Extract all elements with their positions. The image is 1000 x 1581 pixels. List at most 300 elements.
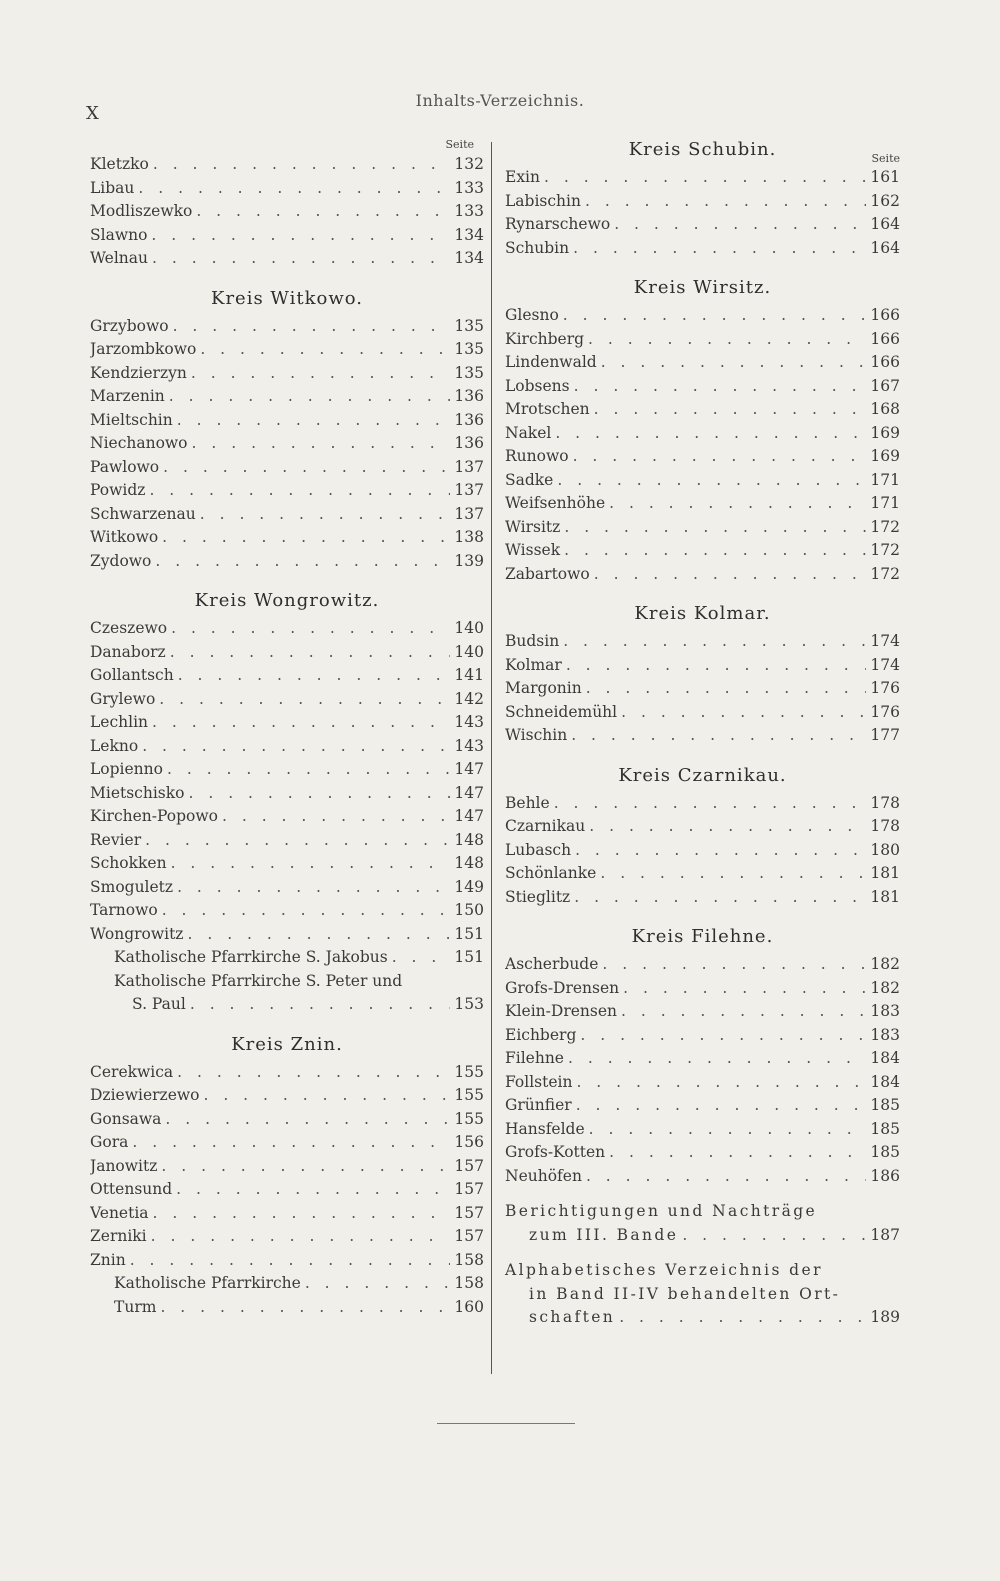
toc-entry[interactable] (505, 977, 900, 1001)
entry-name: Eichberg (505, 1025, 577, 1044)
dot-leader (559, 630, 866, 654)
entry-page: 169 (870, 447, 900, 465)
entry-name: Klein-Drensen (505, 1002, 617, 1020)
dot-leader (570, 886, 866, 910)
entry-page: 133 (454, 178, 484, 197)
toc-entry[interactable] (90, 805, 484, 829)
dot-leader (572, 1094, 867, 1118)
dot-leader (550, 792, 867, 816)
toc-entry[interactable] (505, 1141, 900, 1165)
entry-name: Sadke (505, 470, 554, 489)
dot-leader (186, 993, 451, 1017)
toc-entry[interactable] (505, 1094, 900, 1118)
toc-entry[interactable] (90, 829, 484, 853)
toc-entry[interactable] (90, 946, 484, 970)
dot-leader (582, 1165, 866, 1189)
toc-entry[interactable] (90, 456, 484, 480)
entry-page: 174 (870, 632, 900, 650)
toc-entry[interactable] (90, 923, 484, 947)
entry-page: 153 (454, 995, 484, 1013)
entry-page: 166 (870, 353, 900, 371)
dot-leader (141, 829, 450, 853)
entry-page: 184 (870, 1049, 900, 1067)
toc-entry[interactable] (90, 1155, 484, 1179)
entry-name: zum III. Bande (529, 1225, 679, 1244)
dot-leader (167, 617, 450, 641)
entry-name: Dziewierzewo (90, 1086, 200, 1104)
running-header: Inhalts-Verzeichnis. (415, 91, 585, 110)
dot-leader (388, 946, 451, 970)
dot-leader (585, 1118, 867, 1142)
entry-page: 172 (870, 564, 900, 583)
dot-leader (562, 654, 867, 678)
dot-leader (617, 701, 866, 725)
entry-page: 136 (454, 410, 484, 429)
entry-page: 133 (454, 202, 484, 220)
toc-entry[interactable] (505, 1118, 900, 1142)
entry-name: Schokken (90, 854, 167, 872)
toc-entry[interactable] (90, 852, 484, 876)
entry-page: 143 (454, 736, 484, 755)
entry-page: 162 (870, 191, 900, 210)
toc-entry[interactable] (90, 1178, 484, 1202)
left-column (90, 136, 484, 1319)
dot-leader (619, 977, 866, 1001)
section-heading: Kreis Znin. (231, 1033, 343, 1055)
entry-name: Schneidemühl (505, 702, 618, 721)
toc-entry[interactable] (505, 1306, 900, 1330)
entry-page: 157 (454, 1156, 484, 1175)
verzeichnis-entry[interactable] (505, 1259, 900, 1330)
entry-page: 158 (454, 1250, 484, 1269)
toc-entry[interactable] (90, 993, 484, 1017)
entry-page: 136 (454, 434, 484, 452)
entry-name: Wissek (505, 541, 561, 559)
dot-leader (576, 1024, 866, 1048)
entry-name: Kletzko (90, 155, 149, 173)
entry-page: 155 (454, 1086, 484, 1104)
entry-name: Stieglitz (505, 887, 571, 906)
dot-leader (581, 190, 866, 214)
entry-name: Gonsawa (90, 1109, 162, 1128)
toc-entry[interactable] (90, 247, 484, 271)
dot-leader (169, 315, 451, 339)
entry-name: Welnau (90, 249, 149, 267)
dot-leader (598, 953, 866, 977)
entry-name: Kirchen-Popowo (90, 807, 218, 825)
toc-entry[interactable] (505, 445, 900, 469)
entry-name: Lubasch (505, 840, 572, 859)
dot-leader (585, 815, 866, 839)
entry-page: 184 (870, 1072, 900, 1091)
toc-entry[interactable] (505, 213, 900, 237)
entry-name: Venetia (90, 1203, 149, 1222)
entry-name: Slawno (90, 225, 148, 244)
entry-page: 176 (870, 702, 900, 721)
toc-entry[interactable] (505, 1224, 900, 1248)
toc-entry[interactable] (505, 1024, 900, 1048)
toc-entry[interactable] (90, 688, 484, 712)
entry-page: 169 (870, 423, 900, 442)
entry-name: Schubin (505, 238, 570, 257)
entry-page: 166 (870, 306, 900, 324)
toc-entry[interactable] (505, 1071, 900, 1095)
entry-name: Jarzombkowo (90, 340, 197, 358)
entry-page: 178 (870, 817, 900, 835)
dot-leader (540, 166, 866, 190)
entry-name: Modliszewko (90, 202, 193, 220)
entry-page: 136 (454, 387, 484, 405)
toc-entry[interactable] (505, 862, 900, 886)
entry-page: 151 (454, 948, 484, 966)
entry-name: Zerniki (90, 1227, 147, 1245)
berichtigungen-entry[interactable] (505, 1200, 900, 1247)
dot-leader (610, 213, 866, 237)
dot-leader (138, 735, 450, 759)
entry-name: Grylewo (90, 689, 156, 708)
dot-leader (165, 385, 451, 409)
section-witkowo (90, 285, 484, 574)
dot-leader (173, 409, 451, 433)
entry-name: Danaborz (90, 642, 166, 661)
dot-leader (149, 153, 451, 177)
dot-leader (187, 362, 451, 386)
toc-entry[interactable] (90, 899, 484, 923)
entry-page: 147 (454, 760, 484, 778)
toc-entry[interactable] (505, 328, 900, 352)
entry-page: 183 (870, 1002, 900, 1020)
toc-entry[interactable] (90, 409, 484, 433)
entry-name: Smoguletz (90, 877, 174, 896)
dot-leader (157, 1155, 450, 1179)
dot-leader (567, 724, 866, 748)
dot-leader (156, 1296, 450, 1320)
entry-name: Glesno (505, 306, 559, 324)
toc-entry[interactable] (90, 641, 484, 665)
section-heading: Kreis Filehne. (631, 926, 774, 947)
entry-name: Zabartowo (505, 564, 590, 583)
toc-entry[interactable] (90, 1084, 484, 1108)
entry-page: 147 (454, 783, 484, 802)
entry-page: 157 (454, 1203, 484, 1222)
dot-leader (605, 492, 866, 516)
toc-entry[interactable] (90, 315, 484, 339)
entry-name: Margonin (505, 679, 582, 697)
toc-entry[interactable] (505, 304, 900, 328)
toc-entry[interactable] (90, 1225, 484, 1249)
dot-leader (126, 1249, 451, 1273)
section-heading: Kreis Witkowo. (211, 287, 363, 309)
entry-page: 158 (454, 1274, 484, 1292)
entry-name: Wongrowitz (90, 924, 184, 943)
toc-entry[interactable] (505, 237, 900, 261)
entry-name: Lopienno (90, 760, 163, 778)
dot-leader (560, 516, 866, 540)
entry-name: Kendzierzyn (90, 363, 187, 382)
toc-entry[interactable] (505, 839, 900, 863)
entry-page: 166 (870, 329, 900, 348)
entry-name: Czarnikau (505, 817, 586, 835)
toc-entry[interactable] (90, 153, 484, 177)
section-heading: Kreis Wirsitz. (633, 277, 772, 298)
entry-name: Schönlanke (505, 864, 597, 882)
toc-entry[interactable] (90, 758, 484, 782)
dot-leader (199, 1084, 450, 1108)
entry-page: 150 (454, 901, 484, 919)
entry-name: Grzybowo (90, 316, 169, 335)
toc-entry[interactable] (505, 166, 900, 190)
dot-leader (173, 1061, 450, 1085)
dot-leader (569, 237, 866, 261)
toc-entry[interactable] (505, 422, 900, 446)
entry-name: Pawlowo (90, 457, 160, 476)
toc-entry[interactable] (505, 815, 900, 839)
entry-page: 160 (454, 1297, 484, 1316)
toc-entry[interactable] (90, 200, 484, 224)
toc-entry[interactable] (505, 398, 900, 422)
dot-leader (148, 711, 450, 735)
entry-page: 156 (454, 1133, 484, 1151)
entry-page: 157 (454, 1227, 484, 1245)
top-entries (90, 153, 484, 271)
entry-page: 174 (870, 655, 900, 674)
entry-name: schaften (529, 1308, 616, 1326)
toc-entry[interactable] (90, 503, 484, 527)
section-heading: Kreis Czarnikau. (618, 764, 787, 786)
entry-name: Grünfier (505, 1096, 572, 1114)
toc-entry[interactable] (90, 711, 484, 735)
entry-page: 147 (454, 807, 484, 825)
toc-entry[interactable] (90, 1061, 484, 1085)
entry-page: 155 (454, 1062, 484, 1081)
entry-name: Grofs-Kotten (505, 1143, 606, 1161)
entry-page: 157 (454, 1180, 484, 1198)
toc-entry[interactable] (505, 953, 900, 977)
entry-page: 164 (870, 238, 900, 257)
dot-leader (167, 852, 451, 876)
toc-entry[interactable] (505, 1047, 900, 1071)
toc-entry[interactable] (90, 550, 484, 574)
section-heading: Kreis Schubin. (628, 139, 777, 160)
toc-entry[interactable] (505, 677, 900, 701)
toc-entry[interactable] (505, 792, 900, 816)
entry-name: Mietschisko (90, 783, 185, 802)
toc-entry[interactable] (505, 630, 900, 654)
toc-entry[interactable] (90, 338, 484, 362)
toc-entry[interactable] (90, 526, 484, 550)
section-heading: Kreis Wongrowitz. (194, 590, 380, 611)
entry-name: Mrotschen (505, 400, 590, 418)
entry-name: Hansfelde (505, 1119, 585, 1138)
section-schubin (505, 136, 900, 260)
dot-leader (192, 200, 450, 224)
column-divider (491, 142, 492, 1374)
toc-entry[interactable] (505, 1000, 900, 1024)
entry-name: Gora (90, 1133, 129, 1151)
seite-label-right: Seite (871, 152, 900, 165)
dot-leader (163, 758, 450, 782)
entry-page: 141 (454, 666, 484, 684)
toc-entry[interactable] (90, 1272, 484, 1296)
entry-name: Weifsenhöhe (505, 494, 606, 512)
dot-leader (571, 839, 866, 863)
dot-leader (159, 456, 450, 480)
entry-page: 137 (454, 504, 484, 523)
entry-name: Czeszewo (90, 619, 168, 637)
toc-entry[interactable] (90, 1131, 484, 1155)
entry-name: Schwarzenau (90, 504, 196, 523)
entry-name: Gollantsch (90, 666, 174, 684)
entry-page: 140 (454, 642, 484, 661)
section-wongrowitz (90, 587, 484, 1017)
toc-entry[interactable] (90, 362, 484, 386)
toc-entry[interactable] (90, 1249, 484, 1273)
entry-name: Behle (505, 793, 550, 812)
entry-name: Neuhöfen (505, 1166, 582, 1185)
section-wirsitz (505, 274, 900, 586)
entry-page: 135 (454, 340, 484, 358)
entry-page: 172 (870, 541, 900, 559)
entry-page: 142 (454, 689, 484, 708)
entry-name: Lindenwald (505, 353, 597, 371)
entry-page: 148 (454, 830, 484, 849)
entry-page: 134 (454, 249, 484, 267)
section-heading: Kreis Kolmar. (634, 603, 771, 624)
entry-name: Exin (505, 168, 540, 186)
entry-page: 171 (870, 494, 900, 512)
toc-entry[interactable] (90, 876, 484, 900)
toc-entry[interactable] (90, 617, 484, 641)
entry-page: 151 (454, 924, 484, 943)
page-number: X (86, 103, 100, 124)
entry-page: 178 (870, 793, 900, 812)
entry-name: Filehne (505, 1049, 564, 1067)
entry-page: 183 (870, 1025, 900, 1044)
dot-leader (617, 1000, 866, 1024)
entry-name: Zydowo (90, 551, 152, 570)
entry-page: 148 (454, 854, 484, 872)
entry-page: 177 (870, 726, 900, 744)
toc-entry[interactable] (505, 190, 900, 214)
toc-entry[interactable] (90, 1108, 484, 1132)
dot-leader (134, 177, 450, 201)
entry-page: 134 (454, 225, 484, 244)
toc-entry[interactable] (90, 735, 484, 759)
entry-name: Runowo (505, 447, 569, 465)
dot-leader (145, 479, 450, 503)
toc-entry-line: Alphabetisches Verzeichnis der (505, 1261, 823, 1279)
toc-entry[interactable] (90, 177, 484, 201)
dot-leader (572, 1071, 866, 1095)
dot-leader (597, 351, 867, 375)
toc-entry[interactable] (90, 432, 484, 456)
entry-name: Revier (90, 830, 142, 849)
entry-name: Znin (90, 1250, 126, 1269)
entry-page: 185 (870, 1096, 900, 1114)
entry-name: Lechlin (90, 713, 149, 731)
toc-entry[interactable] (505, 886, 900, 910)
entry-name: Janowitz (90, 1156, 158, 1175)
entry-page: 135 (454, 363, 484, 382)
toc-entry[interactable] (90, 664, 484, 688)
entry-name: Budsin (505, 632, 560, 650)
toc-entry[interactable] (505, 1165, 900, 1189)
toc-entry[interactable] (90, 1202, 484, 1226)
toc-entry-line: Berichtigungen und Nachträge (505, 1202, 818, 1220)
toc-entry[interactable] (90, 1296, 484, 1320)
toc-entry[interactable] (505, 701, 900, 725)
entry-page: 189 (870, 1308, 900, 1326)
entry-page: 172 (870, 517, 900, 536)
entry-name: Rynarschewo (505, 215, 611, 233)
entry-page: 182 (870, 978, 900, 997)
entry-page: 182 (870, 955, 900, 973)
entry-page: 171 (870, 470, 900, 489)
toc-entry[interactable] (90, 224, 484, 248)
dot-leader (605, 1141, 866, 1165)
entry-page: 135 (454, 316, 484, 335)
entry-name: Wischin (505, 726, 568, 744)
toc-entry[interactable] (505, 492, 900, 516)
entry-page: 149 (454, 877, 484, 896)
toc-entry[interactable] (505, 563, 900, 587)
entry-name: Lobsens (505, 376, 570, 395)
toc-entry[interactable] (90, 782, 484, 806)
entry-page: 139 (454, 551, 484, 570)
toc-entry[interactable] (505, 516, 900, 540)
entry-name: Labischin (505, 191, 581, 210)
toc-entry-line: Katholische Pfarrkirche S. Peter und (114, 971, 403, 990)
dot-leader (590, 563, 867, 587)
entry-page: 137 (454, 481, 484, 499)
dot-leader (155, 688, 450, 712)
entry-name: Niechanowo (90, 434, 188, 452)
entry-name: Grofs-Drensen (505, 978, 620, 997)
entry-name: Turm (114, 1297, 157, 1316)
toc-entry[interactable] (90, 479, 484, 503)
toc-entry[interactable] (505, 351, 900, 375)
dot-leader (590, 398, 867, 422)
entry-page: 155 (454, 1109, 484, 1128)
entry-name: Nakel (505, 423, 552, 442)
entry-page: 186 (870, 1166, 900, 1185)
entry-page: 176 (870, 679, 900, 697)
dot-leader (188, 432, 451, 456)
dot-leader (158, 899, 451, 923)
toc-entry[interactable] (90, 385, 484, 409)
toc-entry[interactable] (505, 375, 900, 399)
entry-page: 161 (870, 168, 900, 186)
toc-entry[interactable] (505, 654, 900, 678)
entry-name: Follstein (505, 1072, 573, 1091)
entry-name: Kolmar (505, 655, 562, 674)
dot-leader (678, 1224, 866, 1248)
entry-name: Marzenin (90, 387, 165, 405)
toc-entry[interactable] (505, 469, 900, 493)
dot-leader (161, 1108, 450, 1132)
toc-entry[interactable] (505, 724, 900, 748)
right-column (505, 136, 900, 1330)
section-znin (90, 1031, 484, 1320)
dot-leader (559, 304, 867, 328)
entry-name: Wirsitz (505, 517, 561, 536)
toc-entry[interactable] (505, 539, 900, 563)
entry-page: 132 (454, 155, 484, 173)
entry-page: 168 (870, 400, 900, 418)
entry-page: 164 (870, 215, 900, 233)
entry-name: Kirchberg (505, 329, 585, 348)
dot-leader (128, 1131, 450, 1155)
